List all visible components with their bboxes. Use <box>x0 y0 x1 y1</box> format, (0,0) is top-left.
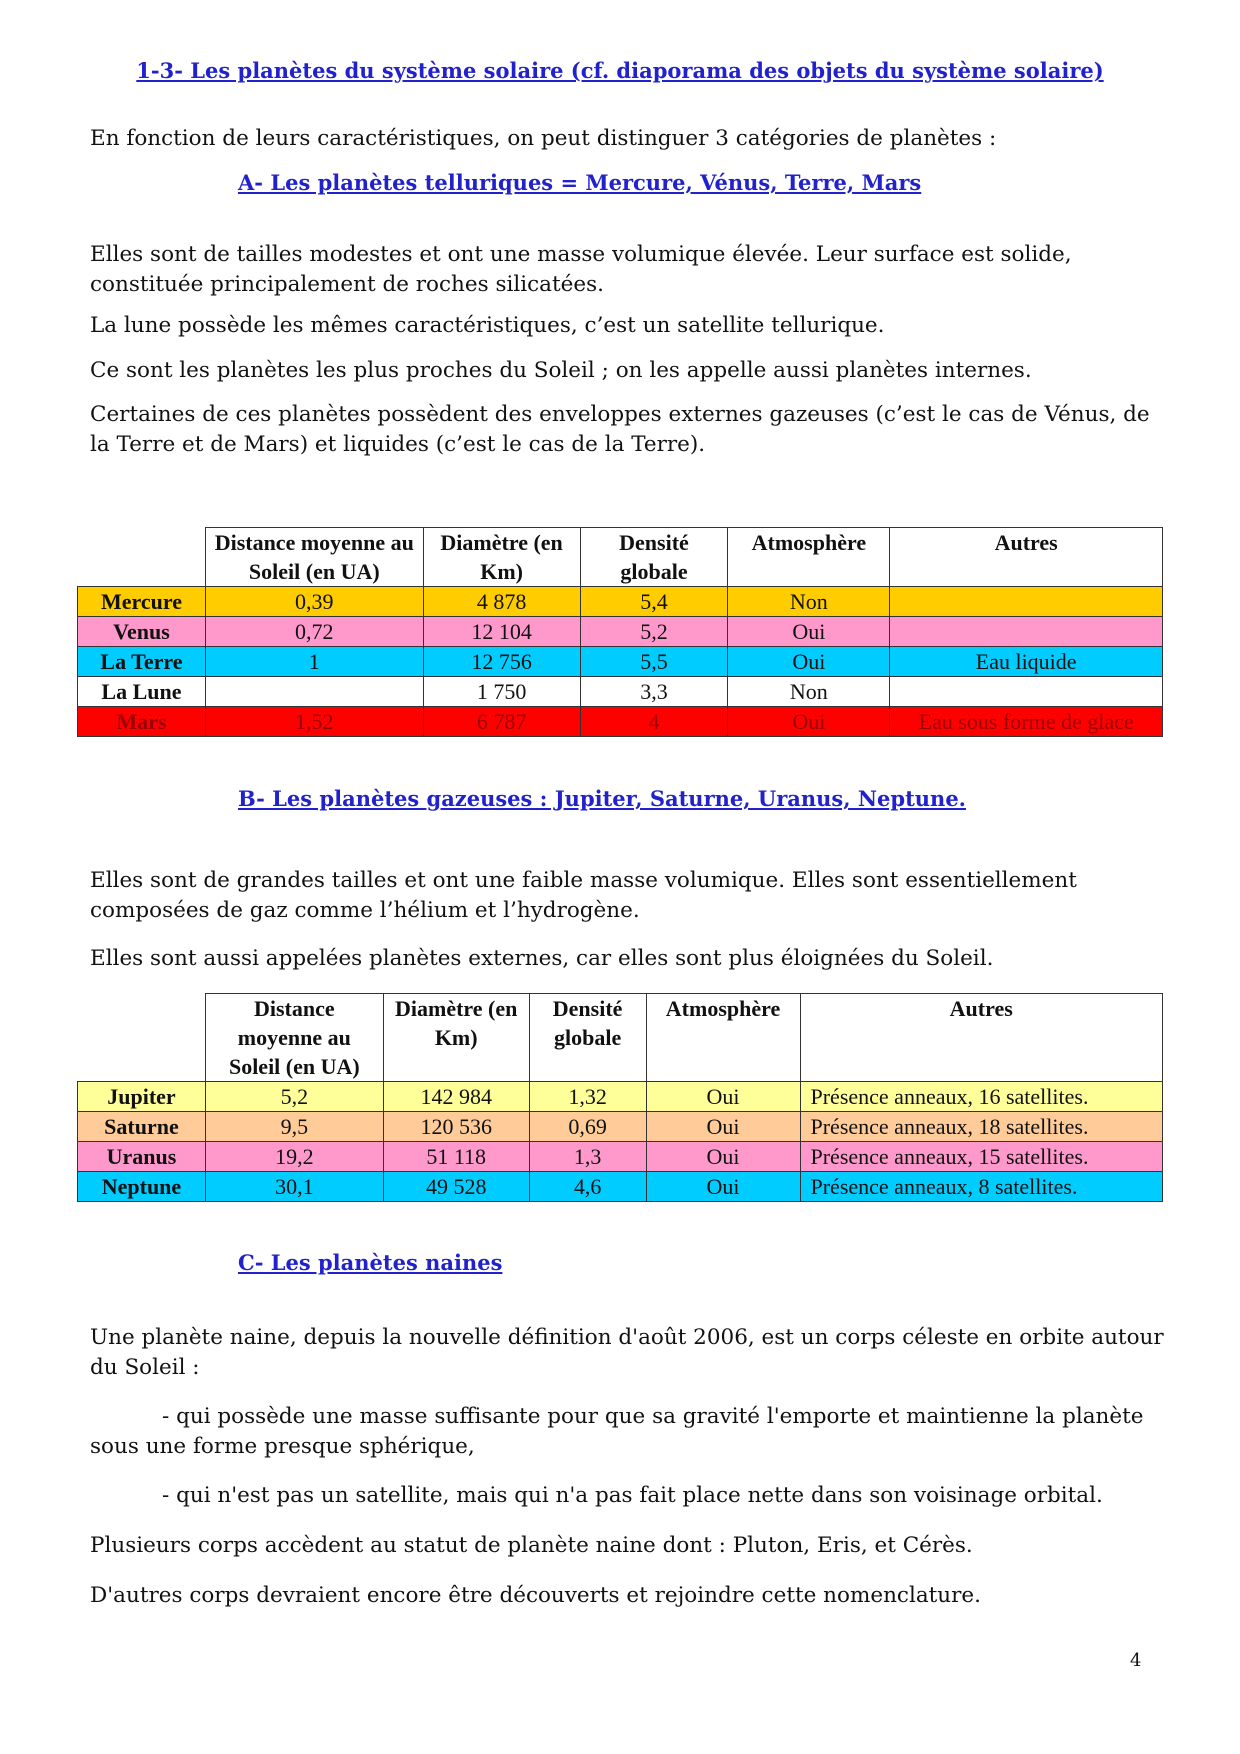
table-cell: 6 787 <box>423 707 580 737</box>
table-cell: 120 536 <box>383 1112 529 1142</box>
planet-name-cell: La Terre <box>78 647 206 677</box>
table-cell <box>890 587 1163 617</box>
table-cell: Non <box>728 587 890 617</box>
table-cell: Présence anneaux, 8 satellites. <box>800 1172 1163 1202</box>
table-row <box>78 1082 1163 1112</box>
section-a-paragraph-1: Elles sont de tailles modestes et ont une masse volumique élevée. Leur surface est solide, constituée principalement de roches silicatées. <box>90 242 1072 297</box>
table-cell: Oui <box>646 1112 800 1142</box>
table-cell: 5,4 <box>580 587 728 617</box>
planet-name-cell: Jupiter <box>78 1082 206 1112</box>
table-row <box>78 1142 1163 1172</box>
table-corner <box>78 994 206 1082</box>
table-cell: 4 <box>580 707 728 737</box>
column-header: Atmosphère <box>646 994 800 1082</box>
planet-name-cell: Mercure <box>78 587 206 617</box>
table-cell: Oui <box>646 1142 800 1172</box>
table-cell: 5,5 <box>580 647 728 677</box>
planet-name-cell: Saturne <box>78 1112 206 1142</box>
table-row <box>78 1172 1163 1202</box>
table-corner <box>78 528 206 587</box>
table-cell: Oui <box>646 1082 800 1112</box>
table-cell: 30,1 <box>205 1172 383 1202</box>
table-cell: 4 878 <box>423 587 580 617</box>
table-cell: Eau sous forme de glace <box>890 707 1163 737</box>
table-cell: 142 984 <box>383 1082 529 1112</box>
table-cell: Oui <box>728 707 890 737</box>
section-c-title[interactable]: C- Les planètes naines <box>238 1250 503 1275</box>
table-header-row <box>78 994 1163 1082</box>
table-cell: 49 528 <box>383 1172 529 1202</box>
section-c-paragraph-5: D'autres corps devraient encore être découverts et rejoindre cette nomenclature. <box>90 1583 981 1608</box>
column-header: Autres <box>890 528 1163 587</box>
column-header: Autres <box>800 994 1163 1082</box>
section-a-paragraph-4: Certaines de ces planètes possèdent des enveloppes externes gazeuses (c’est le cas de Vénus, de la Terre et de Mars) et liquides (c’est le cas de la Terre). <box>90 402 1150 457</box>
table-cell: 1,3 <box>529 1142 646 1172</box>
column-header: Diamètre (en Km) <box>383 994 529 1082</box>
column-header: Distance moyenne au Soleil (en UA) <box>205 994 383 1082</box>
planet-name-cell: Neptune <box>78 1172 206 1202</box>
planet-name-cell: La Lune <box>78 677 206 707</box>
section-b-title[interactable]: B- Les planètes gazeuses : Jupiter, Saturne, Uranus, Neptune. <box>238 786 966 811</box>
table-row <box>78 617 1163 647</box>
table-cell: Présence anneaux, 18 satellites. <box>800 1112 1163 1142</box>
table-cell: Oui <box>728 647 890 677</box>
section-c-paragraph-1: Une planète naine, depuis la nouvelle définition d'août 2006, est un corps céleste en orbite autour du Soleil : <box>90 1325 1164 1380</box>
section-a-paragraph-3: Ce sont les planètes les plus proches du Soleil ; on les appelle aussi planètes internes. <box>90 358 1032 383</box>
table-cell <box>890 617 1163 647</box>
table-row <box>78 647 1163 677</box>
column-header: Distance moyenne au Soleil (en UA) <box>205 528 423 587</box>
page-heading[interactable]: 1-3- Les planètes du système solaire (cf. diaporama des objets du système solaire) <box>136 58 1104 83</box>
table-cell: 9,5 <box>205 1112 383 1142</box>
table-cell: Eau liquide <box>890 647 1163 677</box>
table-cell: 5,2 <box>205 1082 383 1112</box>
table-cell: Présence anneaux, 16 satellites. <box>800 1082 1163 1112</box>
table-cell: Présence anneaux, 15 satellites. <box>800 1142 1163 1172</box>
table-row <box>78 1112 1163 1142</box>
table-cell: 1,52 <box>205 707 423 737</box>
table-cell: 1 750 <box>423 677 580 707</box>
table-cell: Oui <box>728 617 890 647</box>
section-b-paragraph-2: Elles sont aussi appelées planètes externes, car elles sont plus éloignées du Soleil. <box>90 946 994 971</box>
table-cell: 51 118 <box>383 1142 529 1172</box>
table-cell: 0,69 <box>529 1112 646 1142</box>
column-header: Atmosphère <box>728 528 890 587</box>
planet-name-cell: Venus <box>78 617 206 647</box>
column-header: Densité globale <box>580 528 728 587</box>
table-cell: 1 <box>205 647 423 677</box>
column-header: Diamètre (en Km) <box>423 528 580 587</box>
table-cell: Non <box>728 677 890 707</box>
table-header-row <box>78 528 1163 587</box>
column-header: Densité globale <box>529 994 646 1082</box>
planet-name-cell: Mars <box>78 707 206 737</box>
table-cell: Oui <box>646 1172 800 1202</box>
section-c-paragraph-4: Plusieurs corps accèdent au statut de planète naine dont : Pluton, Eris, et Cérès. <box>90 1533 973 1558</box>
table-cell <box>205 677 423 707</box>
table-cell: 1,32 <box>529 1082 646 1112</box>
section-c-bullet-2: - qui n'est pas un satellite, mais qui n'a pas fait place nette dans son voisinage orbital. <box>162 1483 1103 1508</box>
table-cell <box>890 677 1163 707</box>
table-cell: 5,2 <box>580 617 728 647</box>
section-a-title[interactable]: A- Les planètes telluriques = Mercure, Vénus, Terre, Mars <box>238 170 922 195</box>
gas-planets-table <box>77 993 1163 1202</box>
section-a-paragraph-2: La lune possède les mêmes caractéristiques, c’est un satellite tellurique. <box>90 313 885 338</box>
intro-paragraph: En fonction de leurs caractéristiques, on peut distinguer 3 catégories de planètes : <box>90 126 997 151</box>
table-cell: 0,72 <box>205 617 423 647</box>
planet-name-cell: Uranus <box>78 1142 206 1172</box>
table-cell: 12 104 <box>423 617 580 647</box>
table-row <box>78 707 1163 737</box>
table-cell: 3,3 <box>580 677 728 707</box>
telluric-planets-table <box>77 527 1163 737</box>
page-number: 4 <box>1130 1650 1142 1671</box>
table-cell: 4,6 <box>529 1172 646 1202</box>
section-c-bullet-1: - qui possède une masse suffisante pour que sa gravité l'emporte et maintienne la planète sous une forme presque sphérique, <box>90 1404 1144 1459</box>
table-row <box>78 677 1163 707</box>
table-row <box>78 587 1163 617</box>
table-cell: 19,2 <box>205 1142 383 1172</box>
table-cell: 0,39 <box>205 587 423 617</box>
section-b-paragraph-1: Elles sont de grandes tailles et ont une faible masse volumique. Elles sont essentiellement composées de gaz comme l’hélium et l’hydrogène. <box>90 868 1077 923</box>
table-cell: 12 756 <box>423 647 580 677</box>
